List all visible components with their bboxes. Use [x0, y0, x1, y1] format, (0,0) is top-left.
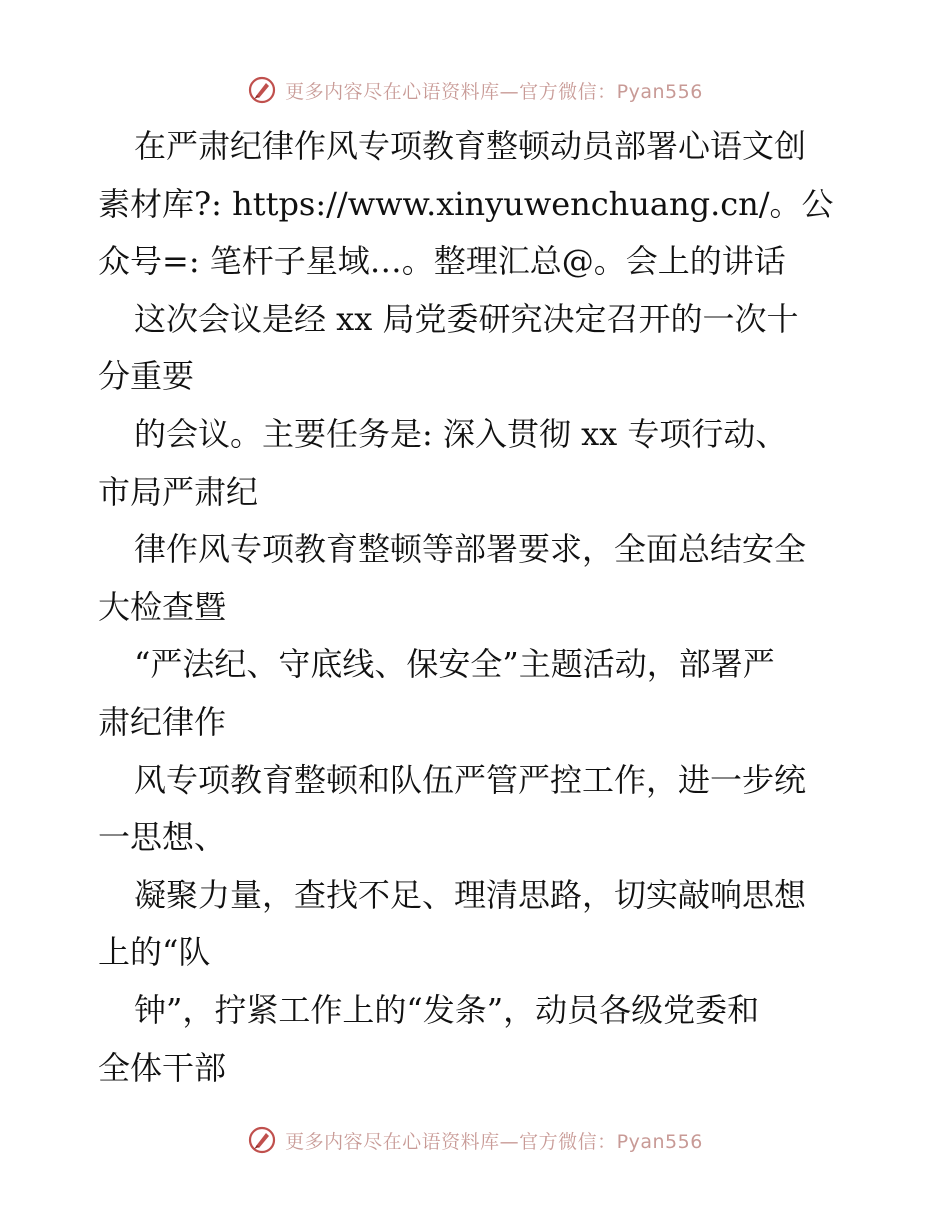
footer-banner-text: 更多内容尽在心语资料库—官方微信：Pyan556	[285, 1130, 703, 1153]
paragraph-line: 的会议。主要任务是: 深入贯彻 xx 专项行动、	[134, 414, 788, 453]
header-banner-text: 更多内容尽在心语资料库—官方微信：Pyan556	[285, 80, 703, 103]
paragraph-line: 分重要	[98, 357, 195, 396]
paragraph-line: 素材库?: https://www.xinyuwenchuang.cn/。公	[98, 184, 834, 223]
paragraph-line: 钟”，拧紧工作上的“发条”，动员各级党委和	[134, 990, 760, 1029]
paragraph-line: 一思想、	[98, 818, 227, 857]
paragraph-line: 在严肃纪律作风专项教育整顿动员部署心语文创	[134, 127, 807, 165]
paragraph-line: 市局严肃纪	[98, 472, 259, 511]
paragraph-line: 上的“队	[98, 933, 211, 972]
paragraph-line: 众号=: 笔杆子星域…。整理汇总@。会上的讲话	[98, 242, 786, 281]
header-banner	[0, 70, 950, 110]
paragraph-line: 风专项教育整顿和队伍严管严控工作，进一步统	[134, 760, 807, 799]
paragraph-line: 大检查暨	[98, 587, 227, 626]
wechat-pen-logo-icon	[247, 75, 277, 105]
paragraph-line: 肃纪律作	[98, 702, 227, 741]
footer-banner	[0, 1120, 950, 1160]
paragraph-line: “严法纪、守底线、保安全”主题活动，部署严	[134, 645, 775, 684]
paragraph-line: 凝聚力量，查找不足、理清思路，切实敲响思想	[134, 875, 807, 914]
document-body	[98, 118, 858, 1097]
wechat-pen-logo-icon	[247, 1125, 277, 1155]
paragraph-line: 律作风专项教育整顿等部署要求，全面总结安全	[134, 530, 807, 569]
paragraph-line: 这次会议是经 xx 局党委研究决定召开的一次十	[134, 299, 799, 338]
paragraph-line: 全体干部	[98, 1048, 227, 1087]
